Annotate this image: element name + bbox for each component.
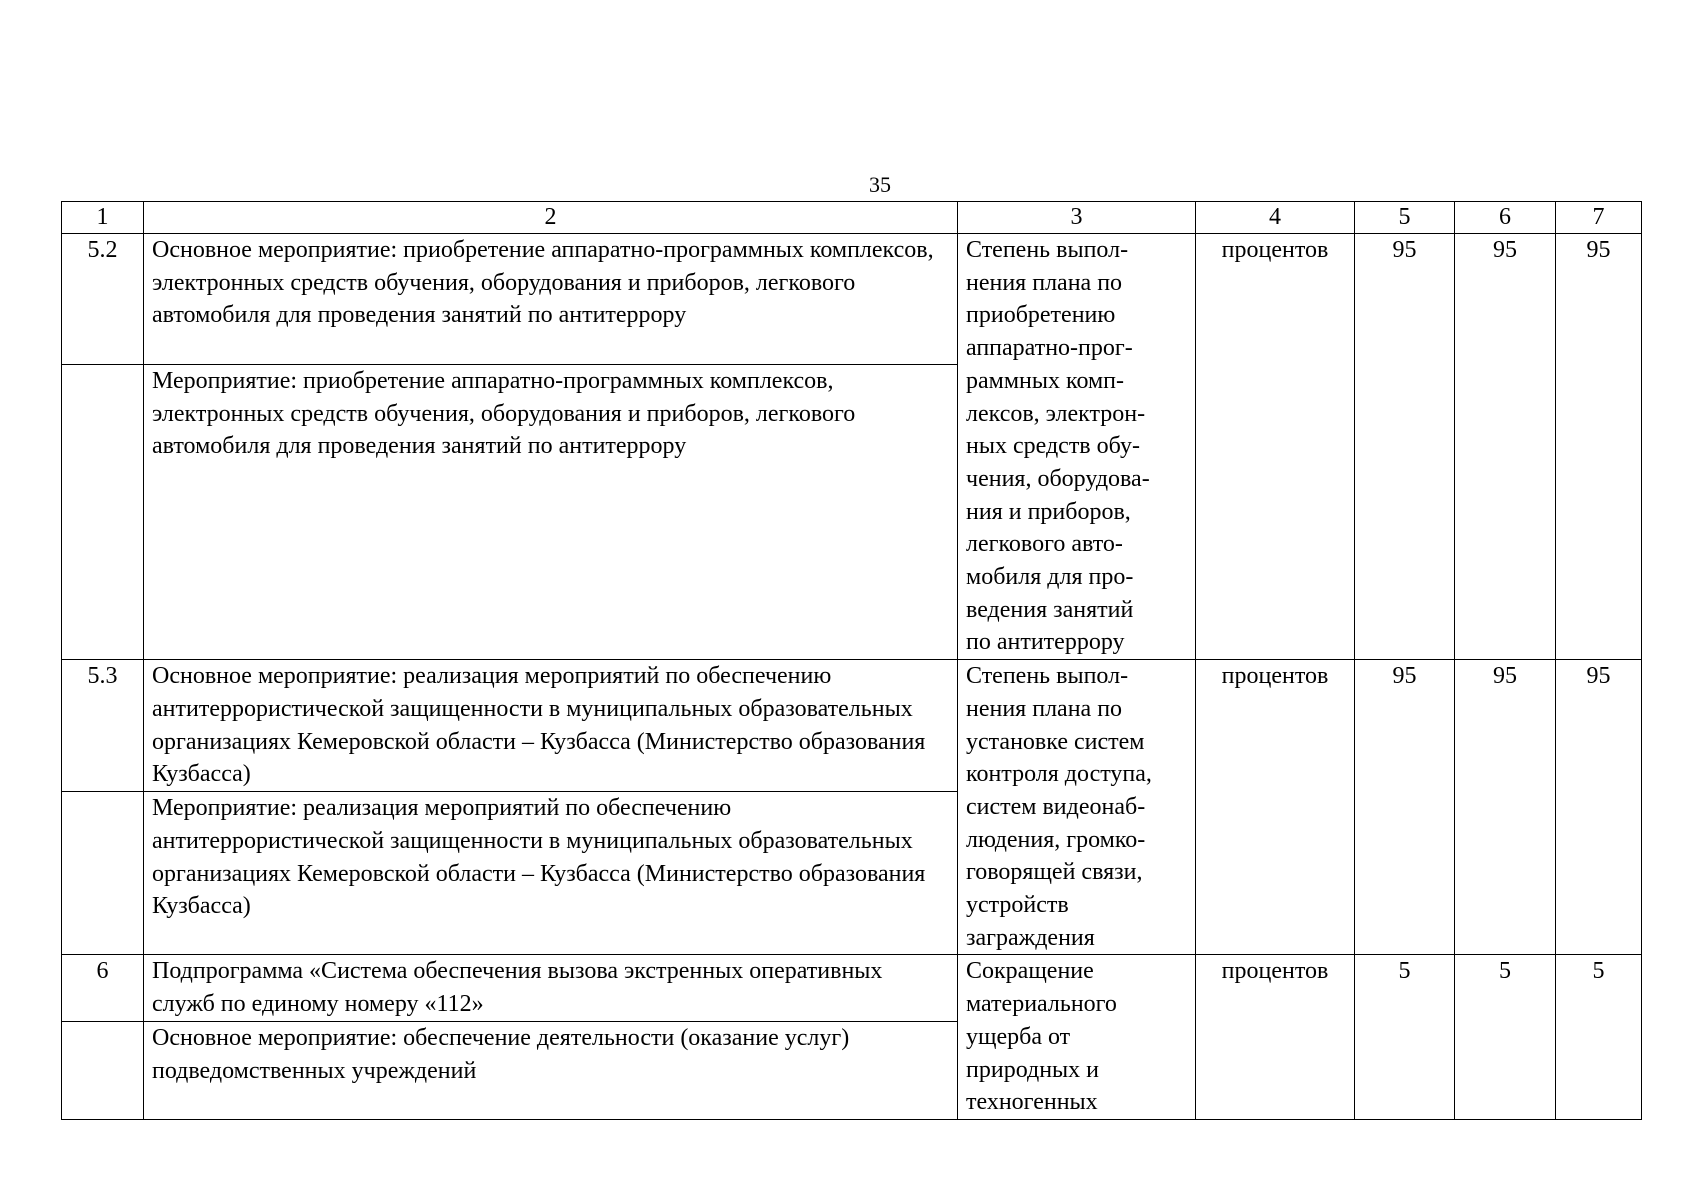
header-cell-4: 4 xyxy=(1196,202,1355,234)
row-number: 6 xyxy=(62,955,144,1021)
unit-text: процентов xyxy=(1196,955,1355,1120)
header-cell-2: 2 xyxy=(144,202,958,234)
main-activity-text: Подпрограмма «Система обеспечения вызова экстренных оперативных служб по единому номеру «112» xyxy=(144,955,958,1021)
row-number-empty xyxy=(62,365,144,660)
row-number: 5.2 xyxy=(62,234,144,365)
value-col-7: 5 xyxy=(1556,955,1642,1120)
header-cell-3: 3 xyxy=(958,202,1196,234)
value-col-5: 95 xyxy=(1355,234,1455,660)
header-cell-6: 6 xyxy=(1455,202,1556,234)
value-col-6: 5 xyxy=(1455,955,1556,1120)
row-number-empty xyxy=(62,792,144,955)
sub-activity-text: Основное мероприятие: обеспечение деятельности (оказание услуг) подведомственных учреждений xyxy=(144,1021,958,1119)
header-cell-7: 7 xyxy=(1556,202,1642,234)
sub-activity-text: Мероприятие: приобретение аппаратно-программных комплексов, электронных средств обучения, оборудования и приборов, легкового автомобиля для проведения занятий по антитеррору xyxy=(144,365,958,660)
table-row xyxy=(62,234,1642,365)
indicators-table xyxy=(61,201,1642,1120)
unit-text: процентов xyxy=(1196,660,1355,955)
table-header-row xyxy=(62,202,1642,234)
indicator-text: Сокращение материального ущерба от природных и техногенных xyxy=(958,955,1196,1120)
sub-activity-text: Мероприятие: реализация мероприятий по обеспечению антитеррористической защищенности в муниципальных образовательных организациях Кемеровской области – Кузбасса (Министерство образования Кузбасса) xyxy=(144,792,958,955)
unit-text: процентов xyxy=(1196,234,1355,660)
value-col-5: 5 xyxy=(1355,955,1455,1120)
value-col-7: 95 xyxy=(1556,234,1642,660)
value-col-6: 95 xyxy=(1455,234,1556,660)
header-cell-5: 5 xyxy=(1355,202,1455,234)
value-col-6: 95 xyxy=(1455,660,1556,955)
indicator-text: Степень выпол- нения плана по приобретению аппаратно-прог- раммных комп- лексов, электрон- ных средств обу- чения, оборудова- ния и приборов, легкового авто- мобиля для про- ведения занятий по антитеррору xyxy=(958,234,1196,660)
page-number: 35 xyxy=(869,172,891,197)
main-activity-text: Основное мероприятие: реализация мероприятий по обеспечению антитеррористической защищенности в муниципальных образовательных организациях Кемеровской области – Кузбасса (Министерство образования Кузбасса) xyxy=(144,660,958,792)
indicator-text: Степень выпол- нения плана по установке систем контроля доступа, систем видеонаб- людения, громко- говорящей связи, устройств заграждения xyxy=(958,660,1196,955)
value-col-7: 95 xyxy=(1556,660,1642,955)
table-row xyxy=(62,955,1642,1021)
row-number: 5.3 xyxy=(62,660,144,792)
table-row xyxy=(62,660,1642,792)
header-cell-1: 1 xyxy=(62,202,144,234)
row-number-empty xyxy=(62,1021,144,1119)
value-col-5: 95 xyxy=(1355,660,1455,955)
main-activity-text: Основное мероприятие: приобретение аппаратно-программных комплексов, электронных средств обучения, оборудования и приборов, легкового автомобиля для проведения занятий по антитеррору xyxy=(144,234,958,365)
